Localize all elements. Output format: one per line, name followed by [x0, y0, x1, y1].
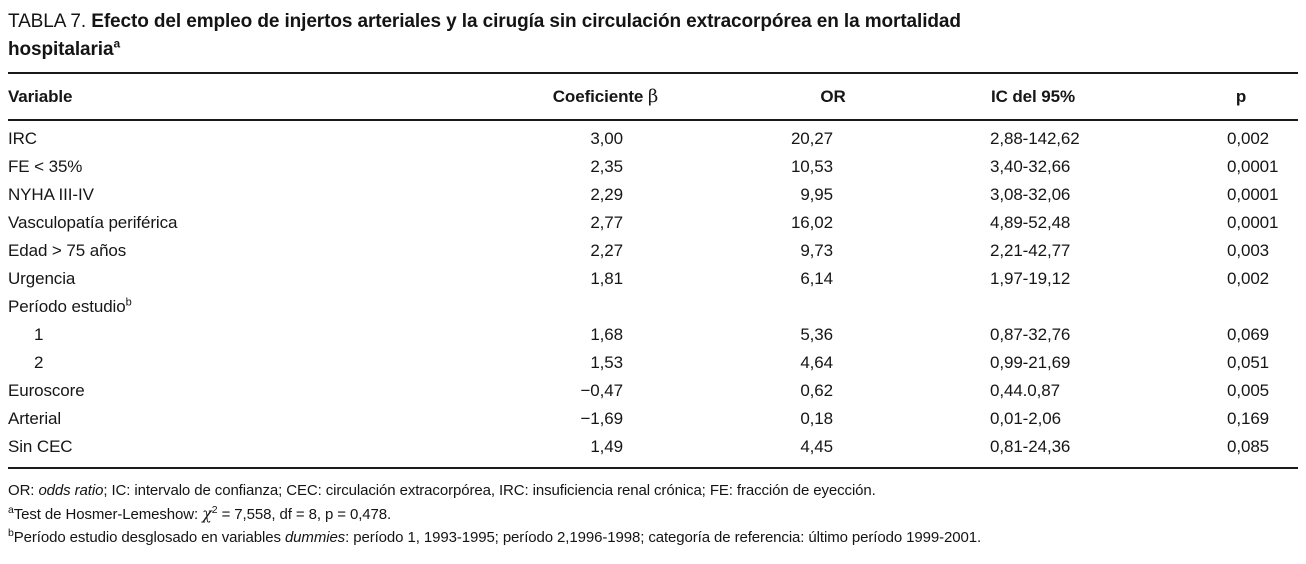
table-row [8, 405, 1298, 433]
table-row [8, 153, 1298, 181]
cell-p: 0,069 [1227, 325, 1270, 344]
cell-or [668, 293, 918, 321]
table-row [8, 321, 1298, 349]
cell-coeficiente: −0,47 [580, 381, 623, 400]
table-title [8, 8, 1298, 64]
footnote-marker: b [125, 296, 132, 309]
table-row [8, 181, 1298, 209]
cell-or: 0,62 [800, 381, 833, 400]
cell-p: 0,0001 [1227, 185, 1279, 204]
cell-ic-95: 0,81-24,36 [990, 437, 1071, 456]
cell-or: 6,14 [800, 269, 833, 288]
cell-coeficiente: 3,00 [590, 129, 623, 148]
cell-or: 5,36 [800, 325, 833, 344]
cell-variable: Edad > 75 años [8, 241, 127, 260]
cell-or: 4,64 [800, 353, 833, 372]
cell-or: 4,45 [800, 437, 833, 456]
cell-p: 0,003 [1227, 241, 1270, 260]
cell-variable: Urgencia [8, 269, 76, 288]
cell-ic-95: 0,99-21,69 [990, 353, 1071, 372]
cell-or: 20,27 [790, 129, 833, 148]
cell-p: 0,002 [1227, 129, 1270, 148]
column-header-p: p [1148, 73, 1298, 120]
table-row [8, 377, 1298, 405]
column-header-ic-95: IC del 95% [918, 73, 1148, 120]
title-footnote-marker: a [113, 36, 121, 51]
table-title-line2: hospitalaria$^a$ [8, 36, 121, 60]
cell-or: 9,73 [800, 241, 833, 260]
table-row [8, 433, 1298, 468]
cell-ic-95: 3,40-32,66 [990, 157, 1071, 176]
table-row [8, 349, 1298, 377]
table-body [8, 120, 1298, 468]
cell-coeficiente: 1,68 [590, 325, 623, 344]
cell-ic-95: 4,89-52,48 [990, 213, 1071, 232]
footnote: $^b$Período estudio desglosado en variables dummies: período 1, 1993-1995; período 2,1996-1998; categoría de referencia: último período 1999-2001. [8, 527, 982, 546]
cell-variable: Arterial [8, 409, 62, 428]
cell-variable: NYHA III-IV [8, 185, 94, 204]
cell-ic-95: 3,08-32,06 [990, 185, 1071, 204]
cell-p: 0,0001 [1227, 157, 1279, 176]
column-header-or: OR [668, 73, 918, 120]
cell-ic-95: 2,88-142,62 [990, 129, 1080, 148]
cell-or: 0,18 [800, 409, 833, 428]
footnotes [8, 479, 1298, 549]
cell-variable: Vasculopatía periférica [8, 213, 178, 232]
table-row [8, 237, 1298, 265]
cell-p: 0,005 [1227, 381, 1270, 400]
cell-variable: Sin CEC [8, 437, 73, 456]
footnote: OR: odds ratio; IC: intervalo de confianza; CEC: circulación extracorpórea, IRC: insuficiencia renal crónica; FE: fracción de eyección. [8, 482, 876, 499]
cell-ic-95 [918, 293, 1148, 321]
cell-p: 0,051 [1227, 353, 1270, 372]
cell-ic-95: 0,01-2,06 [990, 409, 1061, 428]
cell-coeficiente: 2,35 [590, 157, 623, 176]
cell-coeficiente: 2,77 [590, 213, 623, 232]
cell-variable: IRC [8, 129, 37, 148]
cell-or: 16,02 [790, 213, 833, 232]
cell-or: 10,53 [790, 157, 833, 176]
cell-p [1148, 293, 1298, 321]
cell-variable: Período estudio$^b$ [8, 296, 132, 316]
cell-coeficiente: −1,69 [580, 409, 623, 428]
cell-p: 0,002 [1227, 269, 1270, 288]
column-header-coeficiente: Coeficiente β [543, 73, 668, 120]
footnote: $^a$Test de Hosmer-Lemeshow: $\chi^2 = 7,558$, df = 8, p = 0,478. [8, 504, 392, 523]
cell-ic-95: 0,87-32,76 [990, 325, 1071, 344]
table-row [8, 209, 1298, 237]
cell-p: 0,169 [1227, 409, 1270, 428]
cell-coeficiente: 1,53 [590, 353, 623, 372]
table-label: TABLA 7. [8, 11, 87, 32]
cell-coeficiente: 1,49 [590, 437, 623, 456]
cell-ic-95: 0,44.0,87 [990, 381, 1060, 400]
cell-or: 9,95 [800, 185, 833, 204]
cell-variable: FE < 35% [8, 157, 83, 176]
beta-symbol: β [647, 86, 659, 107]
table-row [8, 293, 1298, 321]
cell-ic-95: 2,21-42,77 [990, 241, 1071, 260]
cell-variable: 1 [34, 325, 44, 344]
cell-ic-95: 1,97-19,12 [990, 269, 1071, 288]
cell-variable: 2 [34, 353, 44, 372]
table-row [8, 265, 1298, 293]
table-title-line1: Efecto del empleo de injertos arteriales y la cirugía sin circulación extracorpórea en la mortalidad [91, 11, 961, 32]
cell-coeficiente [543, 293, 668, 321]
cell-coeficiente: 2,29 [590, 185, 623, 204]
column-header-variable: Variable [8, 73, 543, 120]
cell-coeficiente: 2,27 [590, 241, 623, 260]
cell-p: 0,0001 [1227, 213, 1279, 232]
cell-p: 0,085 [1227, 437, 1270, 456]
cell-variable: Euroscore [8, 381, 85, 400]
table-row [8, 120, 1298, 153]
cell-coeficiente: 1,81 [590, 269, 623, 288]
results-table [8, 72, 1298, 469]
header-row [8, 73, 1298, 120]
